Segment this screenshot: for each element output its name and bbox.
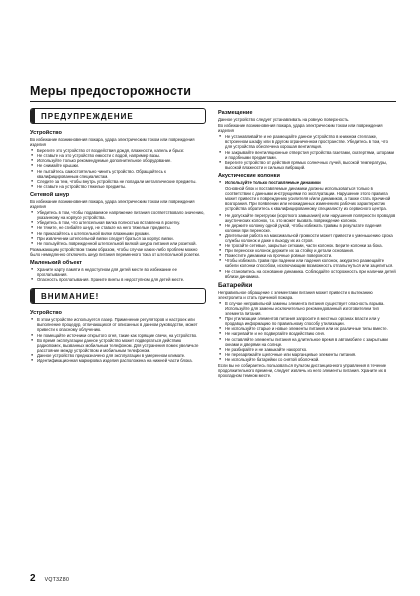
list-item: ● Берегите это устройство от воздействия дождя, влажности, капель и брызг. (30, 148, 206, 153)
list-item: ● Следите за тем, чтобы внутрь устройства не попадали металлические предметы. (30, 179, 206, 184)
list-item-bold: ● Используйте только поставляемые динамики (218, 180, 396, 185)
warning-banner-label: ПРЕДУПРЕЖДЕНИЕ (41, 111, 134, 121)
section-intro: Во избежание возникновения пожара, удара электрическим током или повреждения изделия (30, 198, 195, 210)
bullet-list (30, 267, 206, 282)
list-item: ● Не помещайте источники открытого огня, такие как горящие свечи, на устройство. (30, 333, 206, 338)
bullet-list (30, 148, 206, 189)
list-item: ● Не трогайте сетевые, закрытые сетками, части колонок. Берите колонки за бока. (218, 243, 396, 248)
list-item: ● При переноске колонок держите их за стойку и детали основания. (218, 248, 396, 253)
section-intro: Во избежание возникновения пожара, удара электрическим током или повреждения изделия (30, 137, 195, 148)
list-item: ● Не нагревайте и не подвергайте воздействию огня. (218, 331, 396, 336)
section-heading: Устройство (30, 130, 62, 136)
page-number: 2 (30, 573, 36, 584)
list-item: ● Храните карту памяти в недоступном для детей месте во избежание ее проглатывания. (30, 267, 206, 277)
list-item: ● Берегите устройство от действия прямых солнечных лучей, высокой температуры, высокой влажности и сильных вибраций. (218, 160, 396, 170)
bullet-list (218, 134, 396, 170)
list-item: ● Убедитесь в том, что штепсельная вилка полностью вставлена в розетку. (30, 220, 206, 225)
list-item: ● Не прикасайтесь к штепсельной вилке влажными руками. (30, 231, 206, 236)
bullet-list (218, 213, 396, 279)
section-heading: Устройство (30, 310, 62, 317)
page-title: Меры предосторожности (30, 84, 192, 98)
list-item: ● Не оставляйте элементы питания на длительное время в автомобиле с закрытыми окнами и дверями на солнце. (218, 337, 396, 347)
section-intro: Неправильное обращение с элементами питания может привести к вытеканию электролита и стать причиной пожара. (218, 289, 373, 300)
document-code: VQT3Z80 (44, 577, 70, 583)
list-item: ● Данное устройство предназначено для эксплуатации в умеренном климате. (30, 353, 206, 358)
bullet-list (30, 317, 206, 363)
list-item: ● Не допускайте перегрузки (короткого замыкания) или нарушения полярности проводов акустических колонок, т.к. это может вызвать повреждение колонок. (218, 213, 396, 223)
list-item: ● При извлечении штепсельной вилки следует браться за корпус вилки. (30, 236, 206, 241)
list-item: ● В случае неправильной замены элемента питания существует опасность взрыва. Используйте для замены исключительно рекомендованный изготовителем тип элемента питания. (218, 301, 396, 316)
section-note: Размыкающим устройством таким образом, чтобы случае каких-либо проблем можно было немедленно отключить шнур питания переменного тока от штепсельной розетки. (30, 246, 200, 257)
section-heading: Маленький объект (30, 259, 83, 266)
list-item: ● Используйте только рекомендуемые дополнительное оборудование. (30, 158, 206, 163)
list-item: ● В этом устройстве используется лазер. Применение регуляторов и настроек или выполнение процедур, отличающихся от описанных в данном руководстве, может привести к опасному облучению. (30, 317, 206, 332)
list-item: ● Не разбирайте и не замыкайте накоротко. (218, 347, 396, 352)
list-item: ● Не снимайте крышки. (30, 163, 206, 168)
list-item: ● Не тяните, не сгибайте шнур, не ставьте на него тяжелые предметы. (30, 225, 206, 230)
list-item: ● Не пытайтесь самостоятельно чинить устройство. Обращайтесь к квалифицированным специалистам. (30, 169, 206, 179)
section-intro: Данное устройство следует устанавливать на ровную поверхность. (218, 117, 350, 122)
list-item: ● Не используйте батарейки со снятой оболочкой. (218, 357, 396, 362)
caution-banner (30, 288, 206, 304)
section-note: Если вы не собираетесь пользоваться пультом дистанционного управления в течение продолжительного времени, следует извлечь из него элементы питания. Храните их в прохладном темном месте. (218, 363, 387, 379)
list-item: ● Не ставьте на устройство тяжелые предметы. (30, 184, 206, 189)
list-item: ● При утилизации элементов питания запросите в местных органах власти или у продавца информацию по правильному способу утилизации. (218, 316, 396, 326)
list-item: ● Не пользуйтесь поврежденной штепсельной вилкой шнура питания или розеткой. (30, 241, 206, 246)
caution-banner-bar (31, 289, 35, 303)
caution-banner-label: ВНИМАНИЕ! (41, 291, 100, 301)
section-heading: Размещение (218, 110, 253, 116)
list-item: ● Убедитесь в том, чтобы подаваемое напряжение питания соответствовало значению, указанному на корпусе устройства. (30, 210, 206, 220)
list-item: ● Опасность проглатывания. Храните винты в недоступном для детей месте. (30, 277, 206, 282)
list-item: ● Не перезаряжайте щелочные или марганцевые элементы питания. (218, 352, 396, 357)
left-column (30, 107, 206, 364)
list-item: ● Длительная работа на максимальной громкости может привести к уменьшению срока службы колонок и даже к выходу их из строя. (218, 233, 396, 243)
bullet-list (218, 301, 396, 362)
list-item: ● Не закрывайте вентиляционные отверстия устройства газетами, скатертями, шторами и подобными предметами. (218, 150, 396, 160)
list-item: ● Не держите колонку одной рукой, чтобы избежать травмы в результате падения колонки при переноске. (218, 223, 396, 233)
title-divider (30, 101, 396, 102)
list-item: ● Не становитесь на основание динамика. Соблюдайте осторожность при наличии детей вблизи динамика. (218, 269, 396, 279)
section-heading: Сетевой шнур (30, 191, 70, 198)
section-intro: Во избежание возникновения пожара, удара электрическим током или повреждения изделия (218, 123, 383, 134)
list-item: ● Чтобы избежать травм при падении или падения колонок, аккуратно размещайте кабели колонки способом, исключающим возможность отпальгнуться или зацепиться. (218, 258, 396, 268)
bullet-list (218, 180, 396, 185)
list-item: ● Не используйте старые и новые элементы питания или их различные типы вместе. (218, 326, 396, 331)
list-item: ● Поместите динамики на прочные ровные поверхности. (218, 253, 396, 258)
page-footer (30, 573, 69, 584)
bullet-list (30, 210, 206, 246)
warning-banner (30, 108, 206, 124)
section-heading: Батарейки (218, 281, 253, 289)
right-column (218, 107, 396, 379)
section-heading: Акустические колонки (218, 172, 280, 179)
list-item: ● Во время эксплуатации данное устройство может подвергаться действию радиопомех, вызванных мобильным телефоном. Для устранения помех увеличьте расстояние между устройством и мобильным телефоном. (30, 338, 206, 353)
list-item: ● Не ставьте на это устройство емкости с водой, например вазы. (30, 153, 206, 158)
section-body: Основной блок и поставляемые динамики должны использоваться только в соответствии с данными инструкциями по эксплуатации. Нарушение этого правила может привести к повреждению усилителя и/или динамиков, а также стать причиной возгорания. При появлении или неожиданных изменениях рабочих характеристик устройства обратитесь к квалифицированному специалисту из сервисного центра. (225, 186, 391, 212)
list-item: ● Не устанавливайте и не размещайте данное устройство в книжном стеллаже, встроенном шкафу или в другом ограниченном пространстве. Убедитесь в том, что для устройства обеспечена хорошая вентиляция. (218, 134, 396, 149)
warning-banner-bar (31, 109, 35, 123)
list-item: ● Идентификационная маркировка изделия расположена на нижней части блока. (30, 358, 206, 363)
